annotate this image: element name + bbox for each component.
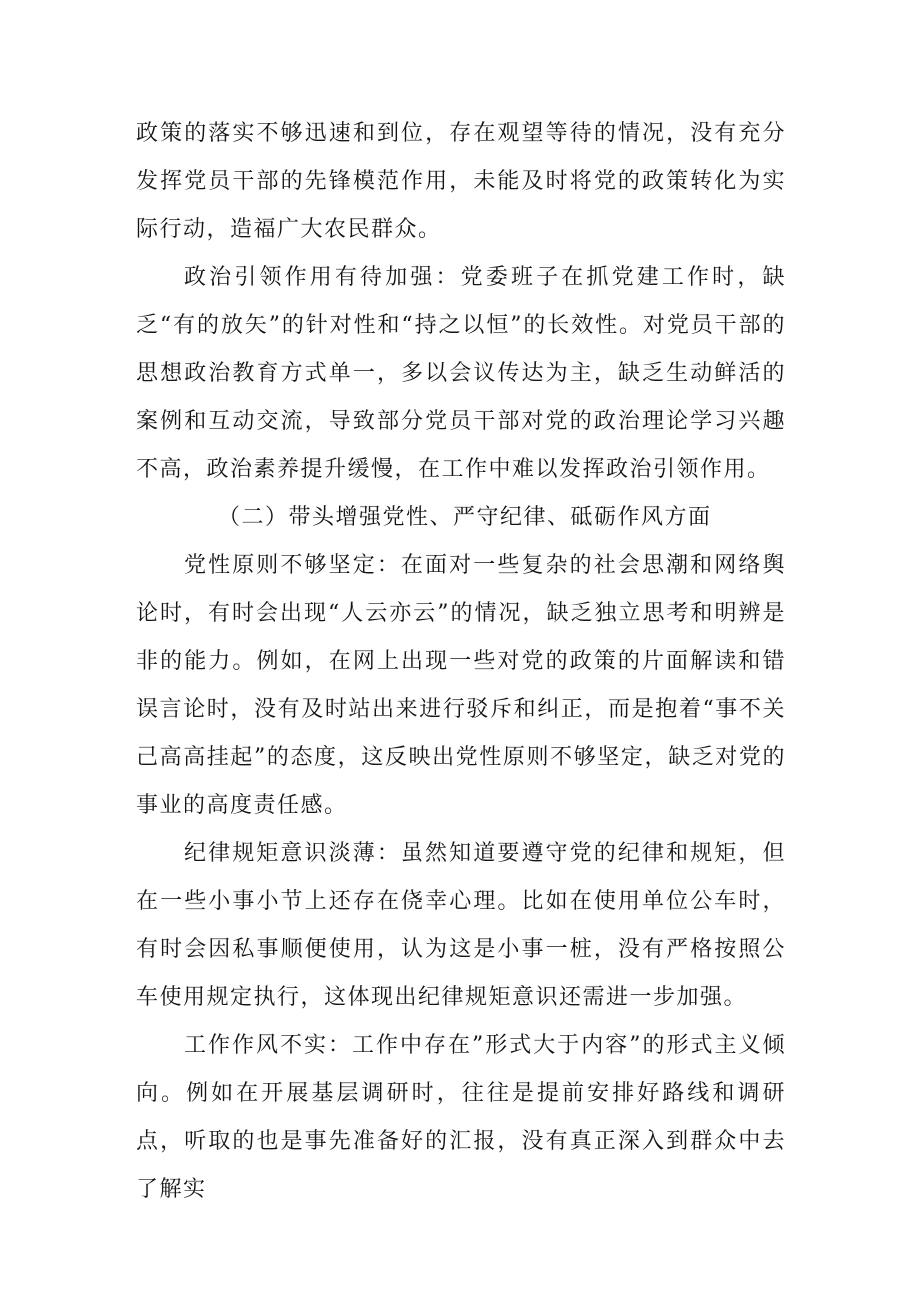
- paragraph-political-leadership: 政治引领作用有待加强：党委班子在抓党建工作时，缺乏“有的放矢”的针对性和“持之以恒”的长效性。对党员干部的思想政治教育方式单一，多以会议传达为主，缺乏生动鲜活的案例和互动交流，导致部分党员干部对党的政治理论学习兴趣不高，政治素养提升缓慢，在工作中难以发挥政治引领作用。: [136, 265, 786, 482]
- paragraph-policy-implementation: 政策的落实不够迅速和到位，存在观望等待的情况，没有充分发挥党员干部的先锋模范作用，未能及时将党的政策转化为实际行动，造福广大农民群众。: [136, 121, 786, 242]
- paragraph-party-principle: 党性原则不够坚定：在面对一些复杂的社会思潮和网络舆论时，有时会出现“人云亦云”的情况，缺乏独立思考和明辨是非的能力。例如，在网上出现一些对党的政策的片面解读和错误言论时，没有及时站出来进行驳斥和纠正，而是抱着“事不关己高高挂起”的态度，这反映出党性原则不够坚定，缺乏对党的事业的高度责任感。: [136, 553, 786, 818]
- section-heading: （二）带头增强党性、严守纪律、砥砺作风方面: [218, 505, 712, 530]
- paragraph-work-style: 工作作风不实：工作中存在”形式大于内容”的形式主义倾向。例如在开展基层调研时，往往是提前安排好路线和调研点，听取的也是事先准备好的汇报，没有真正深入到群众中去了解实: [136, 1033, 786, 1202]
- document-body: [136, 110, 786, 1214]
- paragraph-discipline: 纪律规矩意识淡薄：虽然知道要遵守党的纪律和规矩，但在一些小事小节上还存在侥幸心理。比如在使用单位公车时，有时会因私事顺便使用，认为这是小事一桩，没有严格按照公车使用规定执行，这体现出纪律规矩意识还需进一步加强。: [136, 841, 786, 1010]
